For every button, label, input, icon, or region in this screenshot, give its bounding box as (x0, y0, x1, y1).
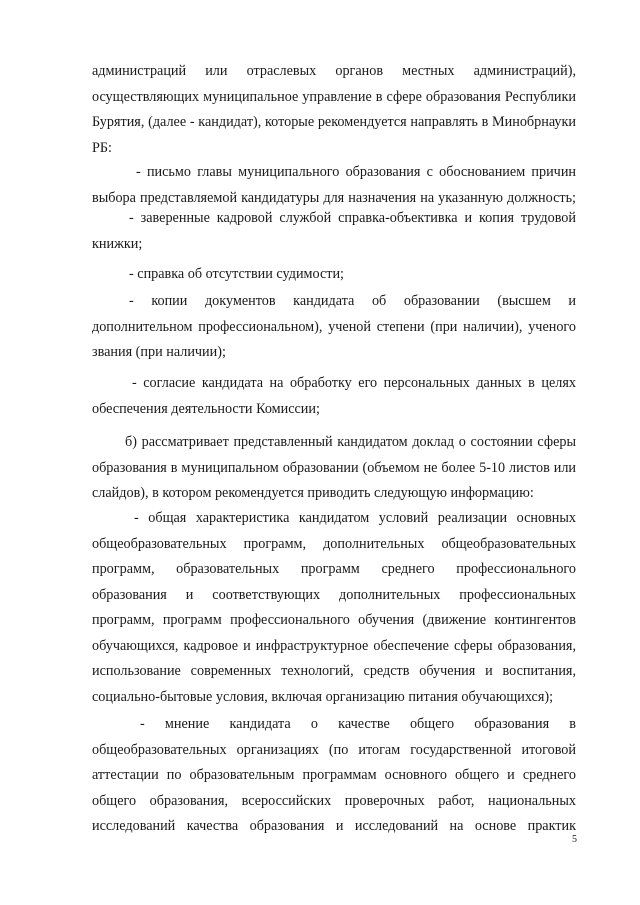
text-line: - общая характеристика кандидатом условий реализации основных (134, 510, 576, 526)
text-line: администраций или отраслевых органов местных администраций), (92, 63, 576, 79)
text-line: аттестации по образовательным программам основного общего и среднего (92, 767, 576, 783)
paragraph-consent-item (92, 371, 576, 422)
paragraph-hr-certificate-item (92, 206, 576, 257)
text-line: - согласие кандидата на обработку его персональных данных в целях (132, 375, 576, 391)
paragraph-letter-item (92, 160, 576, 211)
paragraph-education-quality-item (92, 712, 576, 840)
text-line: - мнение кандидата о качестве общего образования в (140, 716, 576, 732)
text-line: РБ: (92, 139, 112, 156)
text-line: - письмо главы муниципального образования с обоснованием причин (136, 164, 576, 180)
text-line: общего образования, всероссийских проверочных работ, национальных (92, 792, 576, 809)
page-number: 5 (572, 834, 577, 845)
text-line: выбора представляемой кандидатуры для назначения на указанную должность; (92, 189, 576, 206)
text-line: б) рассматривает представленный кандидатом доклад о состоянии сферы (125, 434, 576, 450)
text-line: Бурятия, (далее - кандидат), которые рекомендуется направлять в Минобрнауки (92, 114, 576, 130)
paragraph-criminal-record-item (92, 262, 576, 288)
text-line: исследований качества образования и исследований на основе практик (92, 818, 576, 834)
text-line: программ, программ профессионального обучения (движение контингентов (92, 612, 576, 628)
text-line: слайдов), в котором рекомендуется приводить следующую информацию: (92, 485, 534, 501)
text-line: - копии документов кандидата об образовании (высшем и (129, 293, 576, 309)
text-line: осуществляющих муниципальное управление в сфере образования Республики (92, 88, 576, 105)
text-line: звания (при наличии); (92, 344, 226, 360)
text-line: социально-бытовые условия, включая организацию питания обучающихся); (92, 688, 554, 705)
text-line: обеспечения деятельности Комиссии; (92, 400, 320, 417)
text-line: общеобразовательных программ, дополнительных общеобразовательных (92, 535, 576, 552)
paragraph-education-documents-item (92, 289, 576, 366)
text-line: обучающихся, кадровое и инфраструктурное обеспечение сферы образования, (92, 637, 576, 654)
text-line: книжки; (92, 235, 143, 252)
text-line: дополнительном профессиональном), ученой степени (при наличии), ученого (92, 318, 576, 335)
paragraph-general-characteristics-item (92, 506, 576, 710)
text-line: использование современных технологий, средств обучения и воспитания, (92, 663, 576, 679)
text-line: - заверенные кадровой службой справка-объективка и копия трудовой (129, 210, 576, 226)
text-line: общеобразовательных организациях (по итогам государственной итоговой (92, 741, 576, 758)
text-line: программ, образовательных программ среднего профессионального (92, 561, 576, 577)
text-line: образования в муниципальном образовании (объемом не более 5-10 листов или (92, 459, 576, 476)
text-line: образования и соответствующих дополнительных профессиональных (92, 586, 576, 603)
paragraph-intro-continuation (92, 59, 576, 161)
paragraph-report-review (92, 430, 576, 507)
text-line: - справка об отсутствии судимости; (129, 266, 344, 282)
